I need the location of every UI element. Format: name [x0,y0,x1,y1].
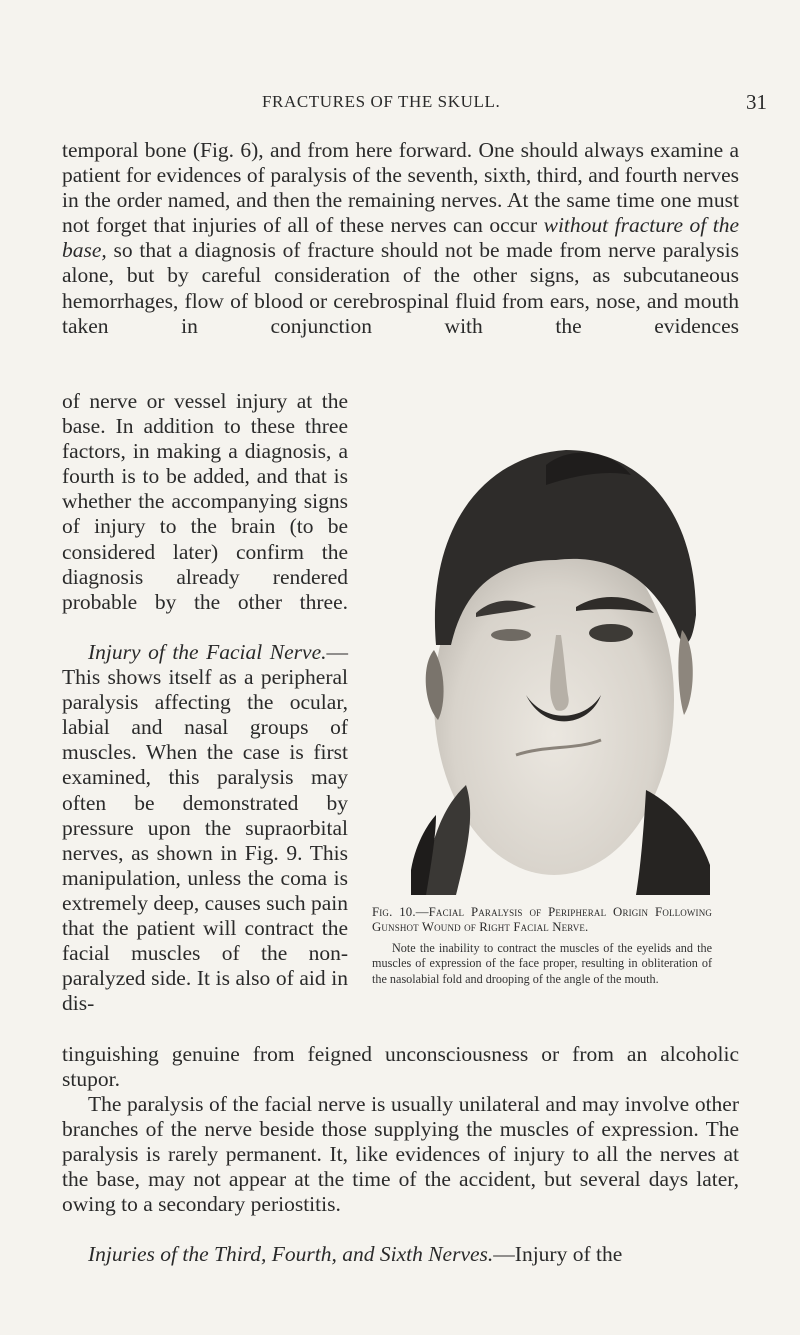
page-number: 31 [746,90,767,114]
paragraph-1-narrow-text: of nerve or vessel injury at the base. In addition to these three factors, in making a diagnosis, a fourth is to be added, and that is whether the accompanying signs of injury to the brain (to be considered later) confirm the diagnosis already rendered probable by the other three. [62,389,348,614]
paragraph-1-continued: so that a diagnosis of fracture should not be made from nerve paralysis alone, but by careful consideration of the other signs, as subcutaneous hemorrhages, flow of blood or cerebrospinal fluid from ears, nose, and mouth taken in conjunction with the evidences [62,238,739,338]
page-header [0,92,800,122]
paragraph-2-text: —This shows itself as a peripheral paralysis affecting the ocular, labial and nasal groups of muscles. When the case is first examined, this paralysis may often be demonstrated by pressure upon the supraorbital nerves, as shown in Fig. 9. This manipulation, unless the coma is extremely deep, causes such pain that the patient will contract the facial muscles of the non-paralyzed side. It is also of aid in dis- [62,640,348,1016]
caption-note: Note the inability to contract the muscles of the eyelids and the muscles of expression of the face proper, resulting in obliteration of the nasolabial fold and drooping of the angle of the mouth. [372,941,712,986]
paragraph-3-text: The paralysis of the facial nerve is usually unilateral and may involve other branches of the nerve beside those supplying the muscles of expression. The paralysis is rarely permanent. It, like evidences of injury to all the nerves at the base, may not appear at the time of the accident, but several days later, owing to a secondary periostitis. [62,1092,739,1217]
paragraph-2-continued: tinguishing genuine from feigned unconsciousness or from an alcoholic stupor. [62,1042,739,1092]
paragraph-2-narrow [62,640,348,1016]
facial-paralysis-photo [396,395,710,895]
figure-10 [382,395,712,895]
caption-title: Fig. 10.—Facial Paralysis of Peripheral Origin Following Gunshot Wound of Right Facial Nerve. [372,905,712,934]
figure-caption [372,905,712,987]
paragraph-3 [62,1092,739,1217]
facial-nerve-heading: Injury of the Facial Nerve. [88,640,327,664]
paragraph-4 [62,1242,739,1267]
running-head: FRACTURES OF THE SKULL. [262,92,501,111]
paragraph-1-text: temporal bone (Fig. 6), and from here forward. One should always examine a patient for evidences of paralysis of the seventh, sixth, third, and fourth nerves in the order named, and then the remaining nerves. At the same time one must not forget that injuries of all of these nerves can occur [62,138,739,238]
paragraph-1-narrow [62,389,348,615]
paragraph-1 [62,138,739,339]
nerves-heading: Injuries of the Third, Fourth, and Sixth Nerves. [88,1242,494,1266]
paragraph-2-full [62,1042,739,1092]
paragraph-4-text: —Injury of the [493,1242,623,1266]
paragraph-1-italic: without fracture of the base, [62,213,740,263]
